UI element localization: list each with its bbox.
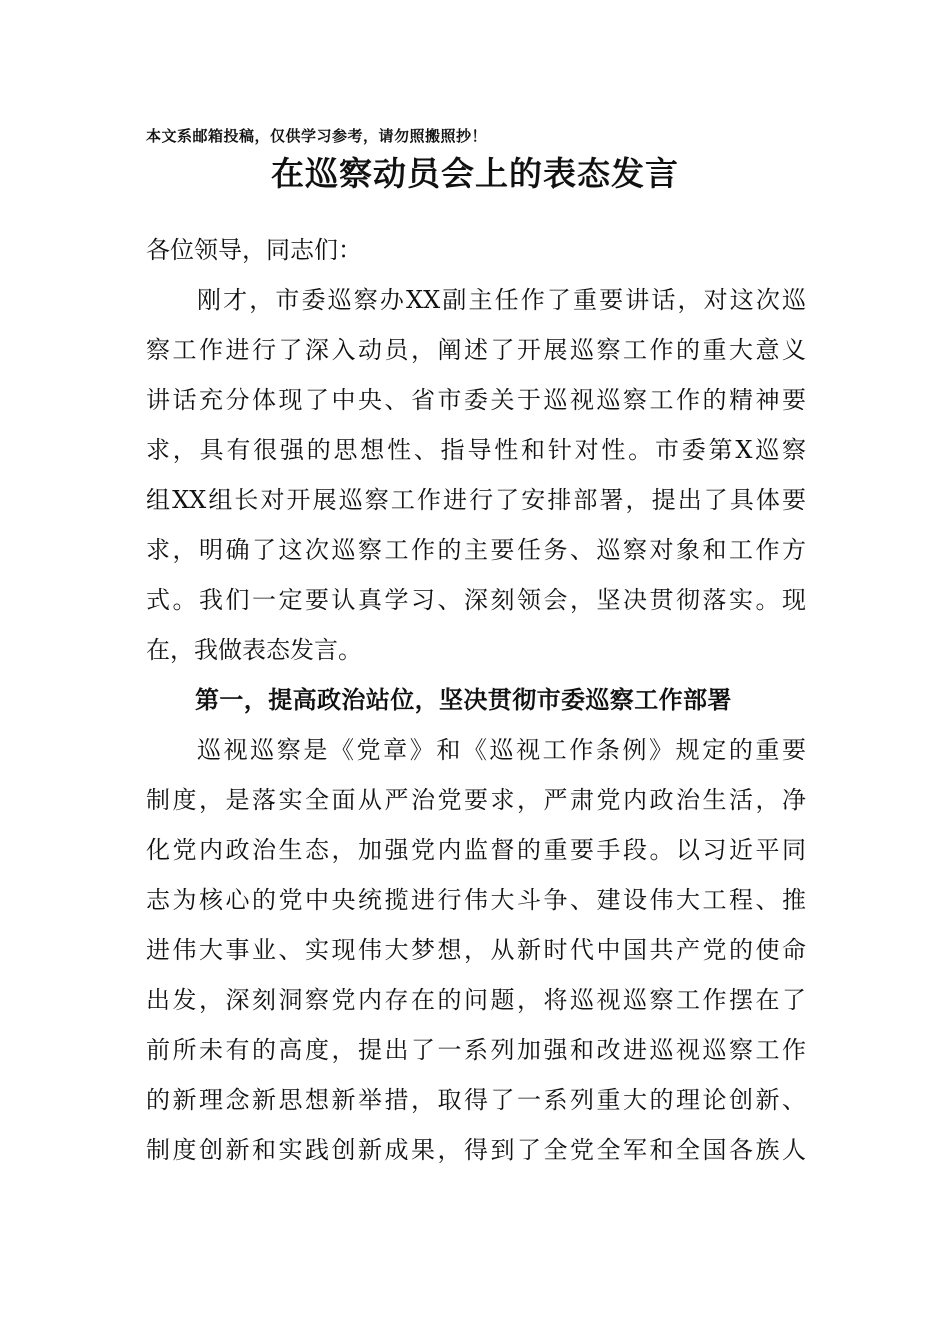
paragraph-section-one [146, 725, 806, 1175]
paragraph-opening [146, 275, 806, 675]
text-line: 进伟大事业、实现伟大梦想，从新时代中国共产党的使命 [146, 936, 806, 964]
text-line: 组XX组长对开展巡察工作进行了安排部署，提出了具体要 [146, 486, 806, 514]
text-line: 巡视巡察是《党章》和《巡视工作条例》规定的重要 [197, 736, 806, 764]
text-line: 求，明确了这次巡察工作的主要任务、巡察对象和工作方 [146, 536, 806, 564]
text-line: 制度创新和实践创新成果，得到了全党全军和全国各族人 [146, 1136, 806, 1164]
section-heading: 第一，提高政治站位，坚决贯彻市委巡察工作部署 [195, 686, 732, 714]
text-line: 出发，深刻洞察党内存在的问题，将巡视巡察工作摆在了 [146, 986, 806, 1014]
submission-notice: 本文系邮箱投稿，仅供学习参考，请勿照搬照抄！ [146, 127, 488, 145]
text-line: 前所未有的高度，提出了一系列加强和改进巡视巡察工作 [146, 1036, 806, 1064]
document-body [146, 225, 806, 1175]
text-line: 在，我做表态发言。 [146, 636, 362, 664]
text-line: 制度，是落实全面从严治党要求，严肃党内政治生活，净 [146, 786, 806, 814]
text-line: 讲话充分体现了中央、省市委关于巡视巡察工作的精神要 [146, 386, 806, 414]
text-line: 求，具有很强的思想性、指导性和针对性。市委第X巡察 [146, 436, 806, 464]
text-line: 化党内政治生态，加强党内监督的重要手段。以习近平同 [146, 836, 806, 864]
text-line: 察工作进行了深入动员，阐述了开展巡察工作的重大意义 [146, 336, 806, 364]
text-line: 刚才，市委巡察办XX副主任作了重要讲话，对这次巡 [197, 286, 806, 314]
page-title: 在巡察动员会上的表态发言 [271, 154, 679, 193]
text-line: 式。我们一定要认真学习、深刻领会，坚决贯彻落实。现 [146, 586, 806, 614]
salutation: 各位领导，同志们： [146, 236, 362, 264]
text-line: 志为核心的党中央统揽进行伟大斗争、建设伟大工程、推 [146, 886, 806, 914]
text-line: 的新理念新思想新举措，取得了一系列重大的理论创新、 [146, 1086, 806, 1114]
